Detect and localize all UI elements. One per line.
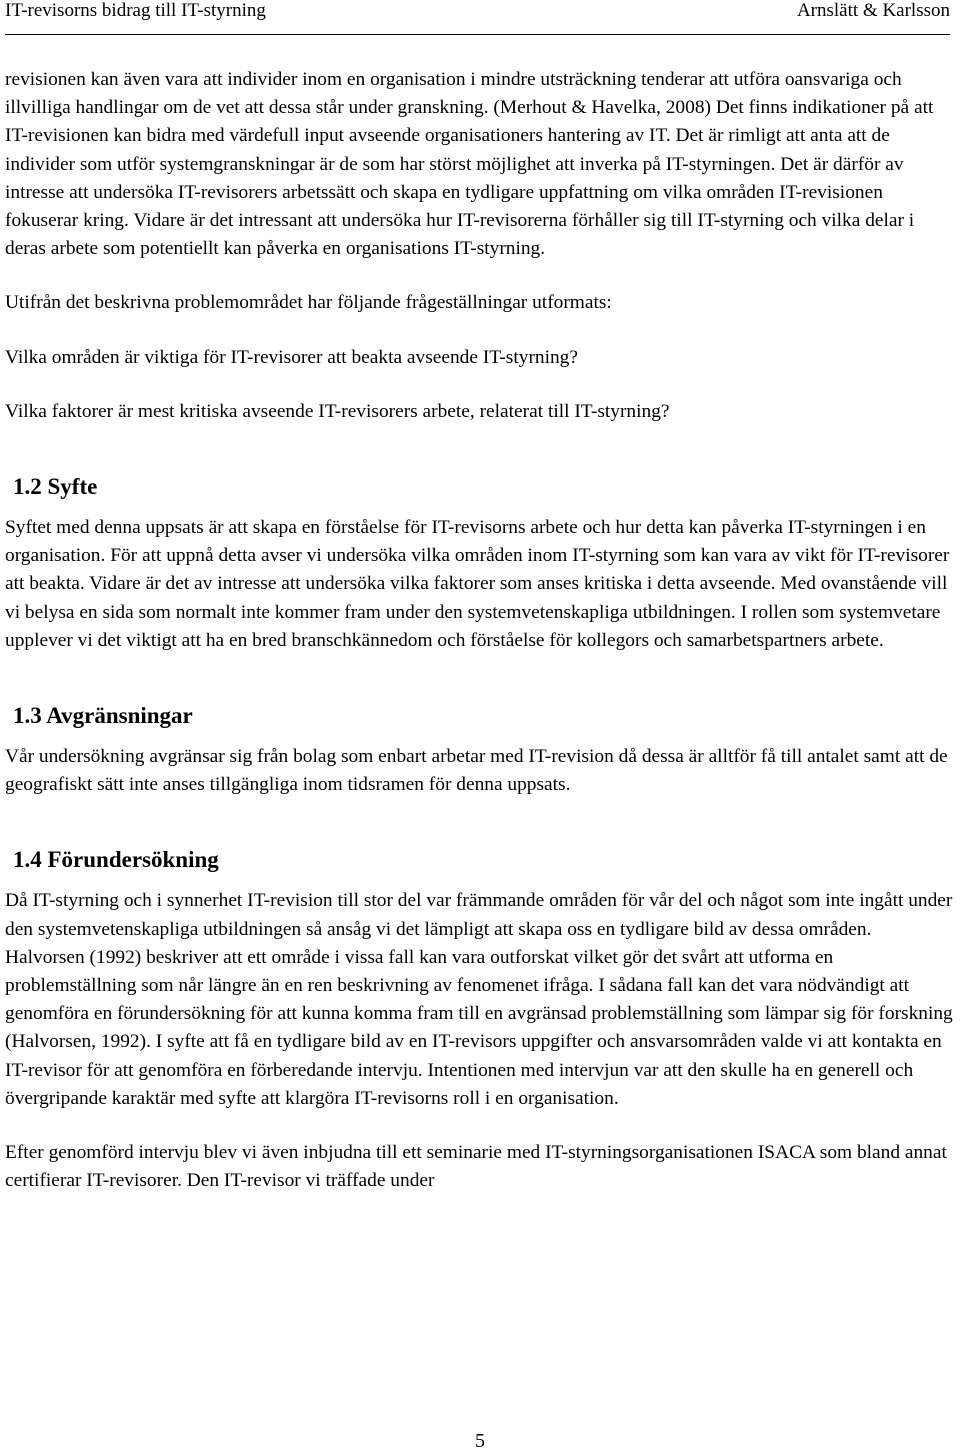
section-heading-avgransningar: 1.3 Avgränsningar (13, 703, 193, 729)
section-text-avgransningar: Vår undersökning avgränsar sig från bolag som enbart arbetar med IT-revision då dessa är alltför få till antalet samt att de geografiskt sätt inte anses tillgängliga inom tidsramen för denna uppsats. (5, 746, 948, 796)
intro-paragraph: revisionen kan även vara att individer inom en organisation i mindre utsträckning tenderar att utföra oansvariga och illvilliga handlingar om de vet att dessa står under granskning. (Merhout & Havelka, 2008) Det finns indikationer på att IT-revisionen kan bidra med värdefull input avseende organisationers hantering av IT. Det är rimligt att anta att de individer som utför systemgranskningar är de som har störst möjlighet att inverka på IT-styrningen. Det är därför av intresse att undersöka IT-revisorers arbetssätt och skapa en tydligare uppfattning om vilka områden IT-revisionen fokuserar kring. Vidare är det intressant att undersöka hur IT-revisorerna förhåller sig till IT-styrning och vilka delar i deras arbete som potentiellt kan påverka en organisations IT-styrning. (5, 69, 934, 260)
header-authors: Arnslätt & Karlsson (796, 0, 950, 21)
section-text-syfte: Syftet med denna uppsats är att skapa en förståelse för IT-revisorns arbete och hur detta kan påverka IT-styrningen i en organisation. För att uppnå detta avser vi undersöka vilka områden inom IT-styrning som kan vara av vikt för IT-revisorer att beakta. Vidare är det av intresse att undersöka vilka faktorer som anses kritiska i detta avseende. Med ovanstående vill vi belysa en sida som normalt inte kommer fram under den systemvetenskapliga utbildningen. I rollen som systemvetare upplever vi det viktigt att ha en bred branschkännedom och förståelse för kollegors och samarbetspartners arbete. (5, 517, 950, 651)
research-question-1: Vilka områden är viktiga för IT-revisorer att beakta avseende IT-styrning? (5, 346, 578, 368)
section-text-forundersokning: Då IT-styrning och i synnerhet IT-revision till stor del var främmande områden för vår del och något som inte ingått under den systemvetenskapliga utbildningen så ansåg vi det lämpligt att skapa oss en tydligare bild av dessa områden. Halvorsen (1992) beskriver att ett område i vissa fall kan vara outforskat vilket gör det svårt att utforma en problemställning som når längre än en ren beskrivning av fenomenet ifråga. I sådana fall kan det vara nödvändigt att genomföra en förundersökning för att kunna komma fram till en avgränsad problemställning som lämpar sig för forskning (Halvorsen, 1992). I syfte att få en tydligare bild av en IT-revisors uppgifter och ansvarsområden valde vi att kontakta en IT-revisor för att genomföra en förberedande intervju. Intentionen med intervjun var att den skulle ha en generell och övergripande karaktär med syfte att klargöra IT-revisorns roll i en organisation. (5, 890, 953, 1109)
header-title: IT-revisorns bidrag till IT-styrning (5, 0, 266, 21)
questions-intro: Utifrån det beskrivna problemområdet har följande frågeställningar utformats: (5, 292, 612, 314)
section-heading-syfte: 1.2 Syfte (13, 474, 98, 500)
page-header (5, 0, 950, 35)
page-number: 5 (475, 1430, 485, 1452)
section-heading-forundersokning: 1.4 Förundersökning (13, 847, 219, 873)
document-body (5, 66, 953, 1195)
section-text-forundersokning-2: Efter genomförd intervju blev vi även inbjudna till ett seminarie med IT-styrningsorganisationen ISACA som bland annat certifierar IT-revisorer. Den IT-revisor vi träffade under (5, 1142, 947, 1192)
research-question-2: Vilka faktorer är mest kritiska avseende IT-revisorers arbete, relaterat till IT-styrning? (5, 400, 670, 422)
